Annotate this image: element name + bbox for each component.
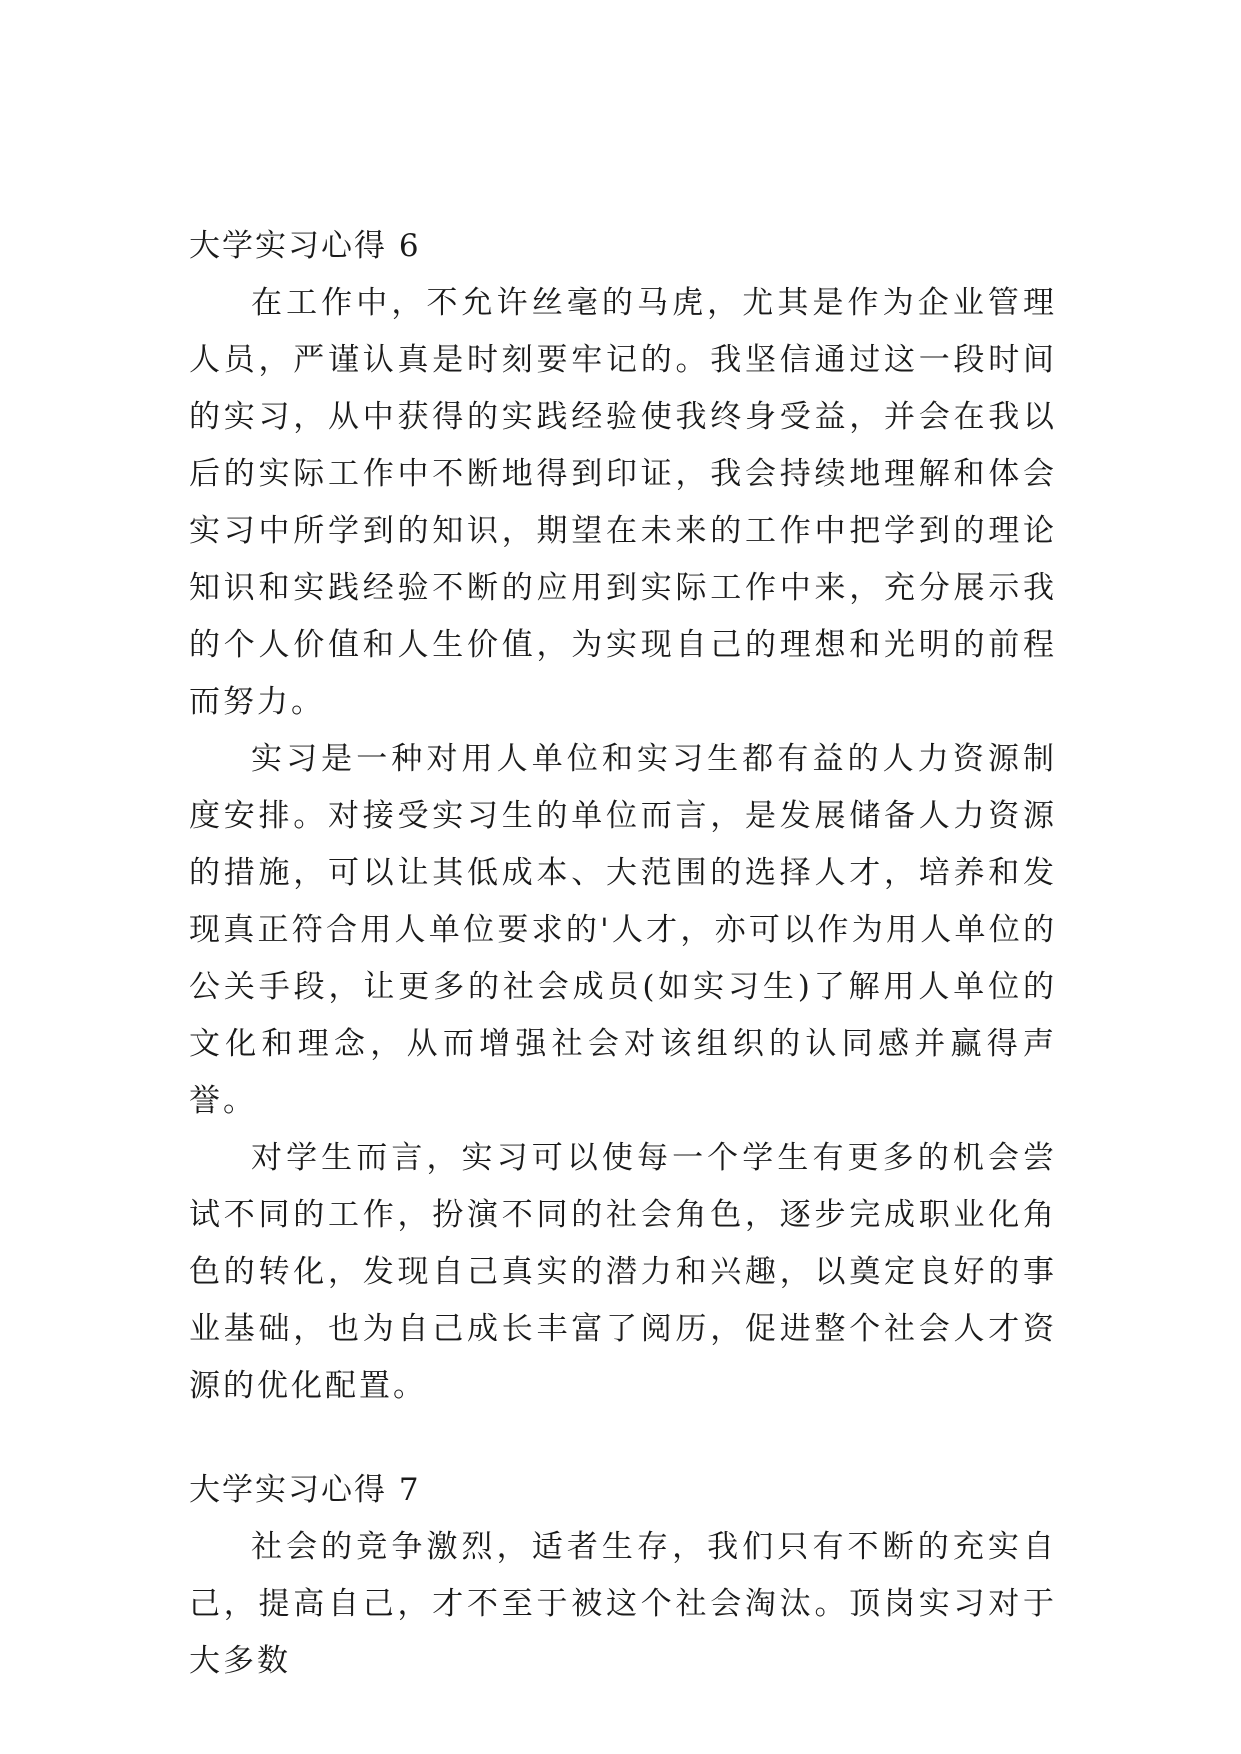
paragraph: 社会的竞争激烈，适者生存，我们只有不断的充实自己，提高自己，才不至于被这个社会淘汰。顶岗实习对于大多数	[189, 1529, 1057, 1679]
section-spacer	[189, 1415, 1057, 1462]
paragraph: 对学生而言，实习可以使每一个学生有更多的机会尝试不同的工作，扮演不同的社会角色，逐步完成职业化角色的转化，发现自己真实的潜力和兴趣，以奠定良好的事业基础，也为自己成长丰富了阅历，促进整个社会人才资源的优化配置。	[189, 1140, 1057, 1404]
document-body	[189, 218, 1057, 1690]
section-title: 大学实习心得 7	[189, 1472, 421, 1508]
section-title: 大学实习心得 6	[189, 228, 421, 264]
paragraph: 实习是一种对用人单位和实习生都有益的人力资源制度安排。对接受实习生的单位而言，是发展储备人力资源的措施，可以让其低成本、大范围的选择人才，培养和发现真正符合用人单位要求的'人才，亦可以作为用人单位的公关手段，让更多的社会成员(如实习生)了解用人单位的文化和理念，从而增强社会对该组织的认同感并赢得声誉。	[189, 741, 1057, 1119]
paragraph: 在工作中，不允许丝毫的马虎，尤其是作为企业管理人员，严谨认真是时刻要牢记的。我坚信通过这一段时间的实习，从中获得的实践经验使我终身受益，并会在我以后的实际工作中不断地得到印证，我会持续地理解和体会实习中所学到的知识，期望在未来的工作中把学到的理论知识和实践经验不断的应用到实际工作中来，充分展示我的个人价值和人生价值，为实现自己的理想和光明的前程而努力。	[189, 285, 1057, 720]
